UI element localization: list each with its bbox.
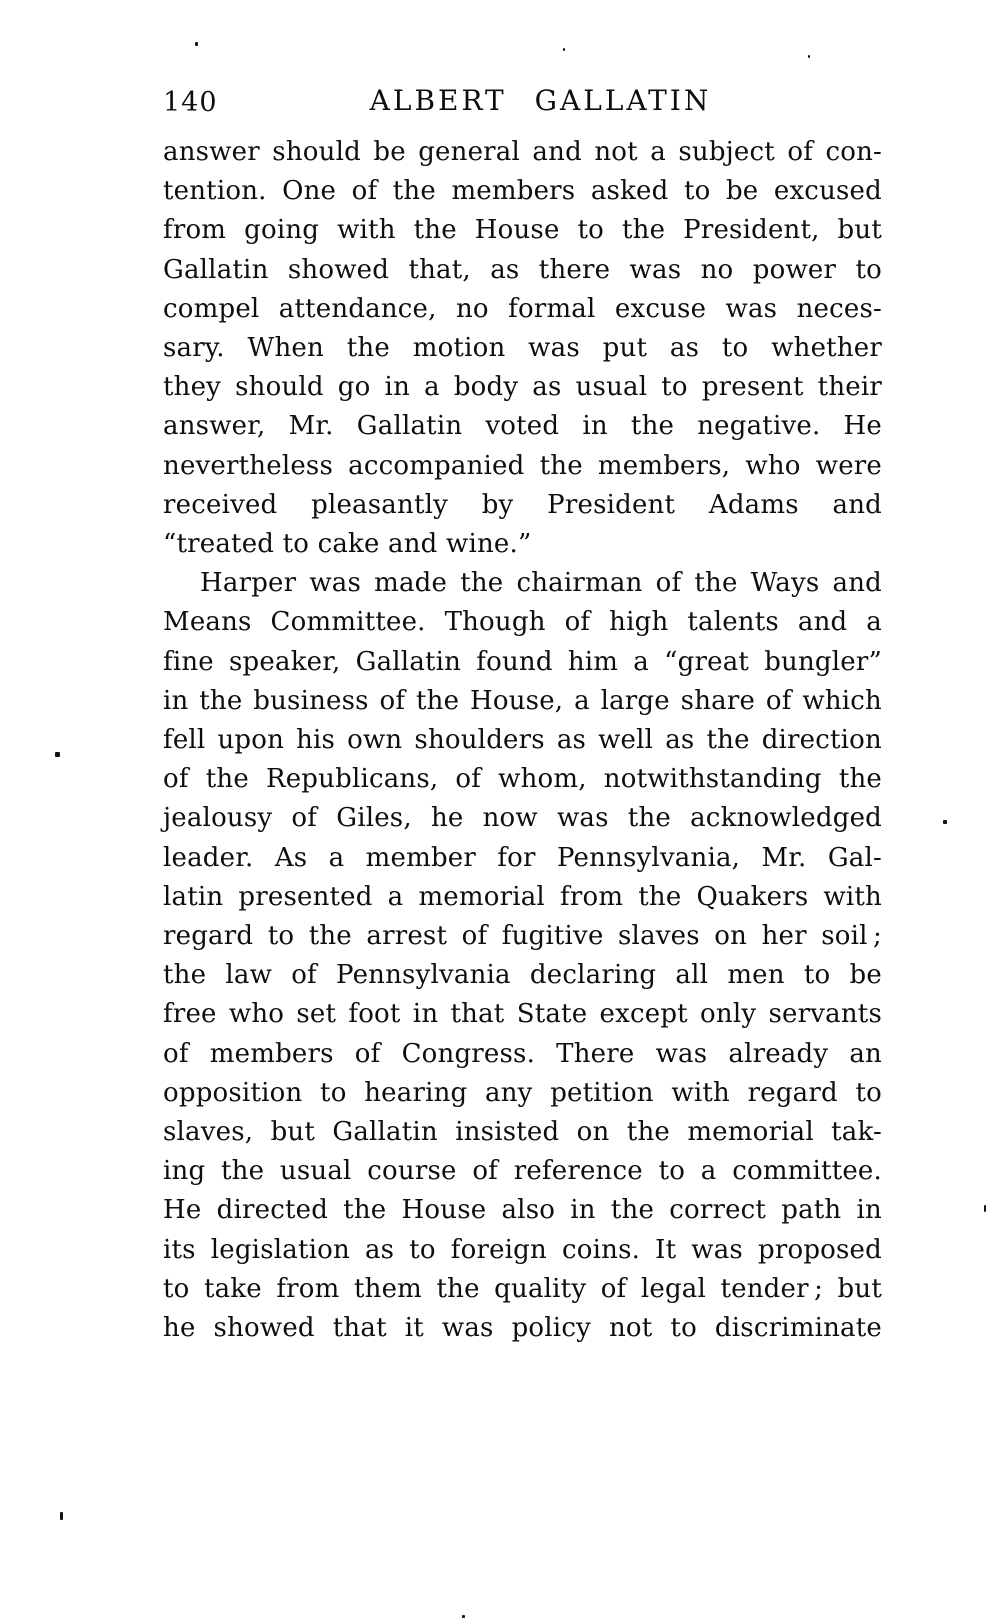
text-line: He directed the House also in the correct path in xyxy=(163,1195,882,1226)
page-header xyxy=(163,84,882,117)
running-title: ALBERT GALLATIN xyxy=(369,84,712,117)
paragraph xyxy=(163,133,882,564)
text-line: fell upon his own shoulders as well as the direction xyxy=(163,725,882,756)
text-line: slaves, but Gallatin insisted on the memorial tak- xyxy=(163,1117,882,1148)
text-line: sary. When the motion was put as to whether xyxy=(163,333,882,364)
text-line: jealousy of Giles, he now was the acknowledged xyxy=(163,803,882,834)
text-line: they should go in a body as usual to present their xyxy=(163,372,882,403)
text-line: nevertheless accompanied the members, who were xyxy=(163,450,882,481)
text-line: Means Committee. Though of high talents and a xyxy=(163,607,882,638)
scan-speck xyxy=(462,1615,465,1618)
scan-speck xyxy=(984,1205,986,1212)
text-line: from going with the House to the President, but xyxy=(163,215,882,246)
text-line: regard to the arrest of fugitive slaves on her soil ; xyxy=(163,921,882,952)
text-line: to take from them the quality of legal tender ; but xyxy=(163,1273,882,1304)
text-line: in the business of the House, a large share of which xyxy=(163,685,882,716)
text-line: of the Republicans, of whom, notwithstanding the xyxy=(163,764,882,795)
text-line: its legislation as to foreign coins. It was proposed xyxy=(163,1234,882,1265)
text-line: he showed that it was policy not to discriminate xyxy=(163,1313,882,1344)
text-line: opposition to hearing any petition with regard to xyxy=(163,1077,882,1108)
text-line: of members of Congress. There was already an xyxy=(163,1038,882,1069)
page-number: 140 xyxy=(163,87,218,118)
text-line: compel attendance, no formal excuse was neces- xyxy=(163,293,882,324)
text-line: answer, Mr. Gallatin voted in the negative. He xyxy=(163,411,882,442)
scan-speck xyxy=(60,1512,63,1520)
scan-speck xyxy=(943,820,947,824)
text-line: latin presented a memorial from the Quakers with xyxy=(163,881,882,912)
text-line: answer should be general and not a subject of con- xyxy=(163,137,882,167)
scan-speck xyxy=(563,48,565,51)
text-line: “treated to cake and wine.” xyxy=(163,529,532,560)
text-line: Gallatin showed that, as there was no power to xyxy=(163,254,882,285)
scan-speck xyxy=(195,42,198,46)
text-line: tention. One of the members asked to be excused xyxy=(163,176,882,207)
text-line: received pleasantly by President Adams and xyxy=(163,489,882,520)
text-line: fine speaker, Gallatin found him a “great bungler” xyxy=(163,646,882,677)
text-line: free who set foot in that State except only servants xyxy=(163,999,882,1030)
paragraph xyxy=(163,564,882,1348)
text-line: the law of Pennsylvania declaring all men to be xyxy=(163,960,882,991)
text-line: Harper was made the chairman of the Ways and xyxy=(200,568,882,599)
page-body-text xyxy=(163,133,882,1348)
text-line: ing the usual course of reference to a committee. xyxy=(163,1156,882,1187)
text-line: leader. As a member for Pennsylvania, Mr. Gal- xyxy=(163,842,882,873)
scan-speck xyxy=(55,752,60,757)
scan-speck xyxy=(808,55,810,58)
